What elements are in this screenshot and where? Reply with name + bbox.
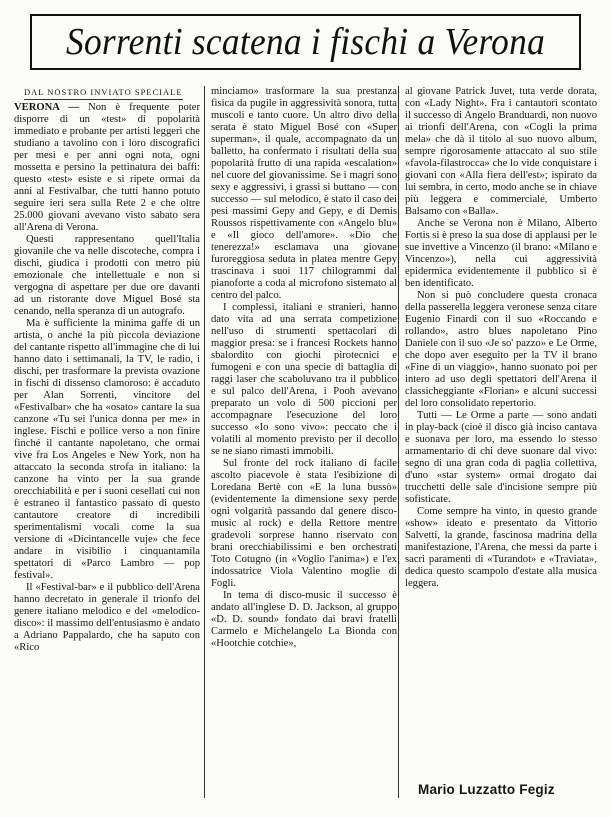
paragraph: Non si può concludere questa cronaca della passerella leggera veronese senza citare Eugenio Finardi con il suo «Roccando e rollando», astro blues napoletano Pino Daniele con il suo «Je so' pazzo» e Le Orme, che dopo aver eseguito per la TV il brano «Fine di un viaggio», hanno suonato poi per intero ad uso degli spettatori dell'Arena il classicheggiante «Florian» e alcuni successi del loro consolidato repertorio. (405, 290, 597, 409)
paragraph: I complessi, italiani e stranieri, hanno dato vita ad una serrata competizione nell'uso di strumenti spettacolari di maggior presa: se i francesi Rockets hanno sbalordito con giochi pirotecnici e fumogeni e con una specie di battaglia di raggi laser che scaboluvano tra il pubblico e sul palco dell'Arena, i Pooh avevano preparato un volo di 500 piccioni per accompagnare l'esecuzione del loro successo «Io sono vivo»: peccato che i volatili al momento previsto per il decollo se ne siano rimasti immobili. (211, 302, 397, 457)
paragraph: Come sempre ha vinto, in questo grande «show» ideato e presentato da Vittorio Salvetti, la grande, fascinosa madrina della manifestazione, l'Arena, che messi da parte i sacri paramenti di «Turandot» e «Traviata», dedica questo scampolo d'estate alla musica leggera. (405, 506, 597, 589)
paragraph: al giovane Patrick Juvet, tuta verde dorata, con «Lady Night». Fra i cantautori scontato il successo di Angelo Branduardi, non nuovo ai trionfi dell'Arena, con «Cogli la prima mela» che dà il titolo al suo nuovo album, sempre rigorosamente attaccato al suo stile «favola-filastrocca» che lo vide conquistare i giovani con «Alla fiera dell'est»; ispirato da lui sembra, in certo, modo anche se in chiave più leggera e commerciale, Umberto Balsamo con «Balla». (405, 86, 597, 217)
paragraph: Il «Festival-bar» e il pubblico dell'Arena hanno decretato in generale il trionfo del genere italiano melodico e del «melodico-disco»: il massimo dell'entusiasmo è andato a Adriano Pappalardo, che ha saputo con «Rico (14, 582, 200, 653)
dateline: VERONA — (14, 102, 79, 113)
headline-frame (30, 14, 581, 70)
correspondent-kicker: DAL NOSTRO INVIATO SPECIALE (24, 86, 183, 100)
paragraph: Questi rappresentano quell'Italia giovanile che va nelle discoteche, compra i dischi, giudica i prodotti con metro più emozionale che intellettuale e non si vergogna di aspettare per due ore davanti ad un ristorante dove Miguel Bosé sta cenando, nella speranza di un autografo. (14, 234, 200, 317)
author-signature: Mario Luzzatto Fegiz (418, 782, 555, 797)
article-column-2 (211, 86, 397, 798)
paragraph: minciamo» trasformare la sua prestanza fisica da pugile in aggressività sonora, tutta muscoli e tanto cuore. Un altro divo della serata è stato Miguel Bosé con «Super superman», il quale, accompagnato da un balletto, ha confermato i risultati della sua popolarità frutto di una rapida «escalation» nel cuore del giovanissime. Se i magri sono sexy e aggressivi, i grassi si buttano — con successo — sul melodico, è stato il caso dei pesi massimi Gepy and Gepy, e di Demis Roussos rispettivamente con «Angelo blu» e «Il gioco dell'amore». «Dio che tenerezza!» esclamava una giovane furoreggiosa seduta in platea mentre Gepy trascinava i suoi 117 chilogrammi dal pianoforte a coda al microfono sistemato al centro del palco. (211, 86, 397, 301)
paragraph: In tema di disco-music il successo è andato all'inglese D. D. Jackson, al gruppo «D. D. sound» fondato dai bravi fratelli Carmelo e Michelangelo La Bionda con «Hootchie cotchie», (211, 590, 397, 649)
paragraph: Anche se Verona non è Milano, Alberto Fortis si è preso la sua dose di applausi per le sue invettive a Vincenzo (il brano: «Milano e Vincenzo»), nella cui aggressività epidermica evidentemente il pubblico si è ben identificato. (405, 218, 597, 289)
article-column-3 (405, 86, 597, 798)
article-column-1 (14, 86, 200, 798)
paragraph-text: Non è frequente poter disporre di un «test» di popolarità immediato e probante per artisti leggeri che studiano a tavolino con i loro discografici per mesi e per anni ogni nota, ogni mossetta e persino la pettinatura dei baffi: questo «test» esiste e si ripete ormai da anni al Festivalbar, che tutti hanno potuto seguire ieri sera sulla Rete 2 e che oltre 25.000 giovani avevano visto sabato sera all'Arena di Verona. (14, 102, 200, 233)
column-rule-1 (204, 86, 205, 798)
column-rule-2 (398, 86, 399, 798)
paragraph (14, 102, 200, 234)
paragraph: Sul fronte del rock italiano di facile ascolto piacevole è stata l'esibizione di Loredana Bertè con «E la luna bussò» (evidentemente la dimensione sexy perde ogni volgarità passando dal genere disco-music al rock) e della Rettore mentre gradevoli sorprese hanno riservato con brani orecchiabilissimi e ben orchestrati Toto Cotugno (in «Voglio l'anima») e l'ex indossatrice Viola Valentino moglie di Fogli. (211, 458, 397, 589)
paragraph: Tutti — Le Orme a parte — sono andati in play-back (cioè il disco già inciso cantava e suonava per loro, ma essendo lo stesso armamentario di chi deve suonare dal vivo: segno di una gran coda di paglia collettiva, d'uno «star system» ormai drogato dai trucchetti delle sale d'incisione sempre più sofisticate. (405, 410, 597, 505)
paragraph: Ma è sufficiente la minima gaffe di un artista, o anche la più piccola deviazione del cantante rispetto all'immagine che di lui hanno dato i settimanali, la TV, le radio, i dischi, per trasformare la prevista ovazione in fischi di dissenso clamoroso: è accaduto per Alan Sorrenti, vincitore del «Festivalbar» che ha «osato» cantare la sua canzone «Tu sei l'unica donna per me» in inglese. Fischi e pollice verso a non finire finché il cantante napoletano, che ormai vive fra Los Angeles e New York, non ha attaccato la seconda strofa in italiano: la canzone ha vinto per la sua grande orecchiabilità e per i suoni cesellati cui non è estraneo il fantastico passato di questo cantautore creatore di incredibili sperimentalismi vocali come la sua versione di «Dicintancelle vuje» che fece andare in visibilio i cinquantamila spettatori di «Parco Lambro — pop festival». (14, 318, 200, 581)
article-headline: Sorrenti scatena i fischi a Verona (65, 21, 546, 63)
